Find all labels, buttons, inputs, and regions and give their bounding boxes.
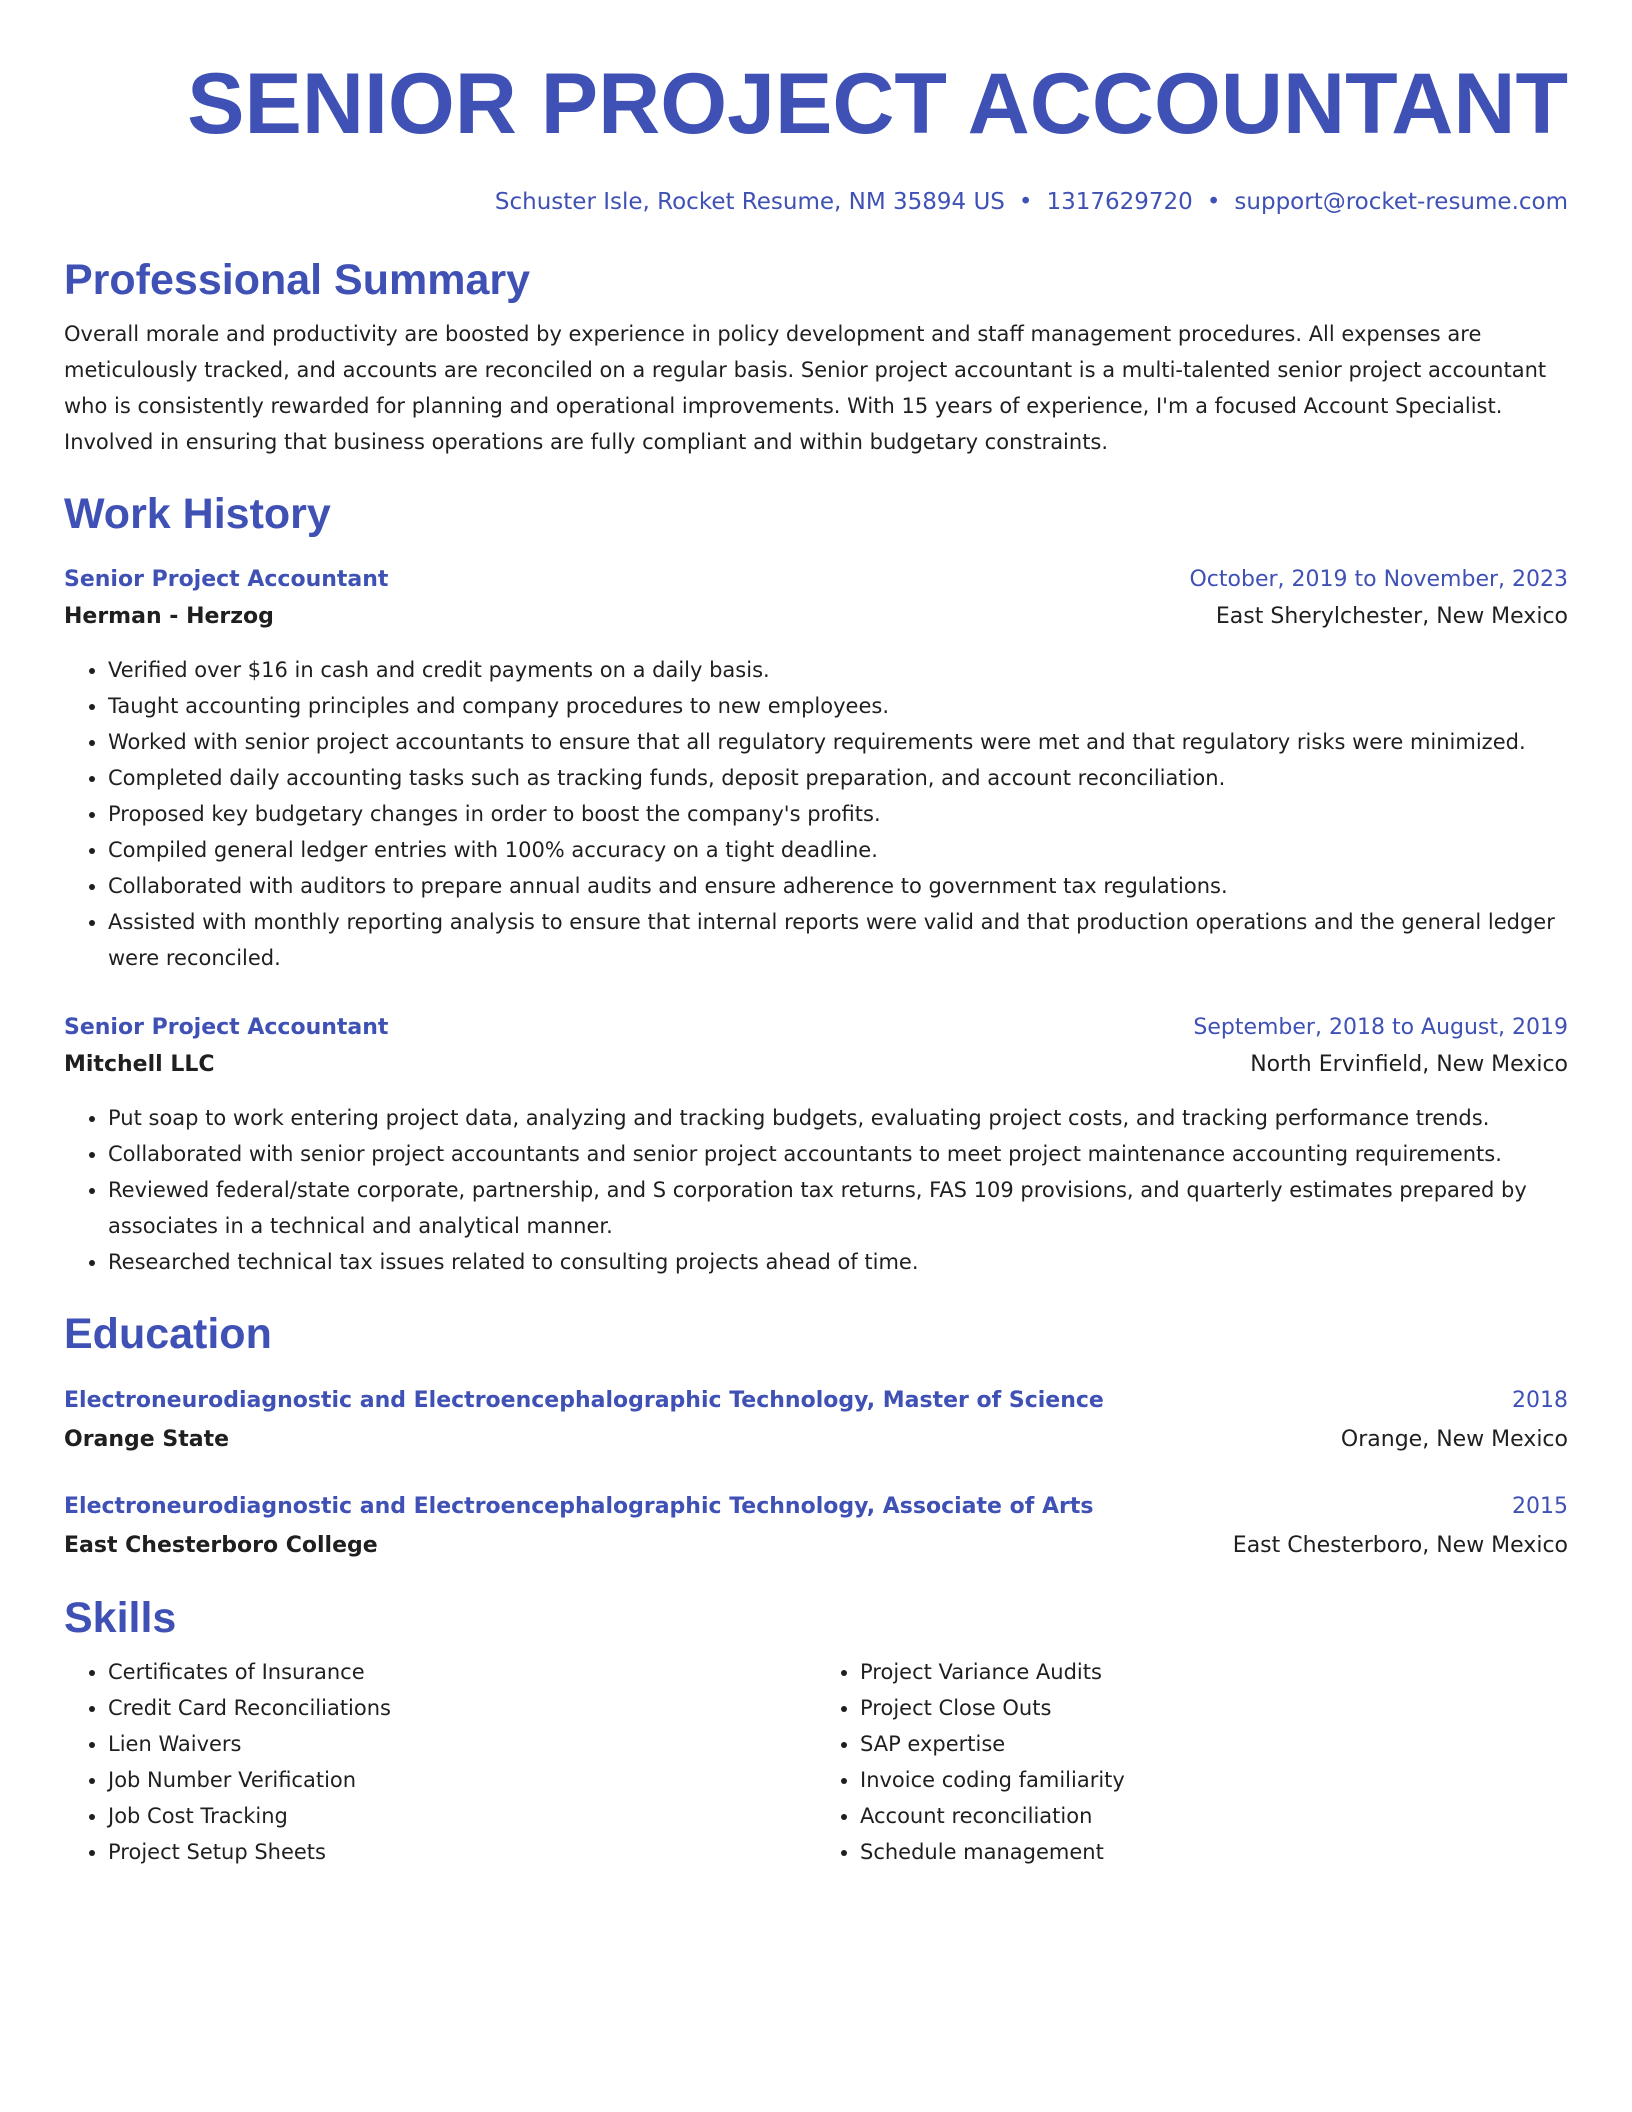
skills-list-left [64, 1654, 816, 1870]
job-company: Mitchell LLC [64, 1052, 215, 1077]
job-bullet: • Compiled general ledger entries with 100% accuracy on a tight deadline. [108, 832, 1568, 868]
job-bullet: • Collaborated with auditors to prepare annual audits and ensure adherence to government tax regulations. [108, 868, 1568, 904]
job-location: North Ervinfield, New Mexico [1250, 1052, 1568, 1077]
education-year: 2018 [1512, 1388, 1568, 1413]
job-company: Herman - Herzog [64, 604, 274, 629]
job-bullet: • Collaborated with senior project accountants and senior project accountants to meet project maintenance accounting requirements. [108, 1136, 1568, 1172]
job-bullet: • Put soap to work entering project data, analyzing and tracking budgets, evaluating project costs, and tracking performance trends. [108, 1100, 1568, 1136]
job-bullet: • Reviewed federal/state corporate, partnership, and S corporation tax returns, FAS 109 provisions, and quarterly estimates prepared by associates in a technical and analytical manner. [108, 1172, 1568, 1244]
skills-list-right [816, 1654, 1568, 1870]
job-bullet: • Verified over $16 in cash and credit payments on a daily basis. [108, 652, 1568, 688]
section-title-education: Education [64, 1310, 272, 1358]
education-degree: Electroneurodiagnostic and Electroencephalographic Technology, Associate of Arts [64, 1494, 1094, 1519]
job-bullet: • Assisted with monthly reporting analysis to ensure that internal reports were valid and that production operations and the general ledger were reconciled. [108, 904, 1568, 976]
skills-columns [64, 1654, 1568, 1870]
section-title-summary: Professional Summary [64, 256, 531, 304]
job-bullet-list [64, 652, 1568, 976]
contact-email[interactable]: support@rocket-resume.com [1234, 189, 1568, 215]
skill-item: • Project Variance Audits [860, 1654, 1568, 1690]
job-role: Senior Project Accountant [64, 1015, 389, 1040]
section-title-work-history: Work History [64, 490, 331, 538]
education-school: East Chesterboro College [64, 1533, 378, 1558]
contact-separator: • [1018, 189, 1033, 215]
skill-item: • Project Setup Sheets [108, 1834, 816, 1870]
education-school: Orange State [64, 1427, 230, 1452]
job-bullet: • Proposed key budgetary changes in order to boost the company's profits. [108, 796, 1568, 832]
job-dates: September, 2018 to August, 2019 [1193, 1015, 1568, 1040]
contact-separator: • [1206, 189, 1221, 215]
education-degree: Electroneurodiagnostic and Electroencephalographic Technology, Master of Science [64, 1388, 1104, 1413]
education-year: 2015 [1512, 1494, 1568, 1519]
job-bullet: • Taught accounting principles and company procedures to new employees. [108, 688, 1568, 724]
summary-text: Overall morale and productivity are boosted by experience in policy development and staff management procedures. All expenses are meticulously tracked, and accounts are reconciled on a regular basis. Senior project accountant is a multi-talented senior project accountant who is consistently rewarded for planning and operational improvements. With 15 years of experience, I'm a focused Account Specialist. Involved in ensuring that business operations are fully compliant and within budgetary constraints. [64, 322, 1547, 454]
skill-item: • Job Cost Tracking [108, 1798, 816, 1834]
job-location: East Sherylchester, New Mexico [1215, 604, 1568, 629]
job-role: Senior Project Accountant [64, 567, 389, 592]
section-title-skills: Skills [64, 1594, 177, 1642]
contact-phone: 1317629720 [1046, 189, 1193, 215]
skill-item: • Project Close Outs [860, 1690, 1568, 1726]
contact-line [64, 186, 1568, 218]
candidate-title: SENIOR PROJECT ACCOUNTANT [187, 56, 1568, 152]
job-entry [64, 1010, 1568, 1280]
education-entry [64, 1382, 1568, 1460]
education-location: Orange, New Mexico [1340, 1427, 1568, 1452]
skill-item: • Account reconciliation [860, 1798, 1568, 1834]
contact-address: Schuster Isle, Rocket Resume, NM 35894 US [494, 189, 1005, 215]
skill-item: • Schedule management [860, 1834, 1568, 1870]
job-bullet: • Completed daily accounting tasks such as tracking funds, deposit preparation, and account reconciliation. [108, 760, 1568, 796]
education-location: East Chesterboro, New Mexico [1232, 1533, 1568, 1558]
job-bullet: • Researched technical tax issues related to consulting projects ahead of time. [108, 1244, 1568, 1280]
job-dates: October, 2019 to November, 2023 [1189, 567, 1568, 592]
skill-item: • Job Number Verification [108, 1762, 816, 1798]
skill-item: • Lien Waivers [108, 1726, 816, 1762]
skill-item: • Certificates of Insurance [108, 1654, 816, 1690]
job-entry [64, 562, 1568, 976]
skill-item: • SAP expertise [860, 1726, 1568, 1762]
skill-item: • Invoice coding familiarity [860, 1762, 1568, 1798]
job-bullet: • Worked with senior project accountants to ensure that all regulatory requirements were met and that regulatory risks were minimized. [108, 724, 1568, 760]
job-bullet-list [64, 1100, 1568, 1280]
education-entry [64, 1488, 1568, 1566]
skill-item: • Credit Card Reconciliations [108, 1690, 816, 1726]
